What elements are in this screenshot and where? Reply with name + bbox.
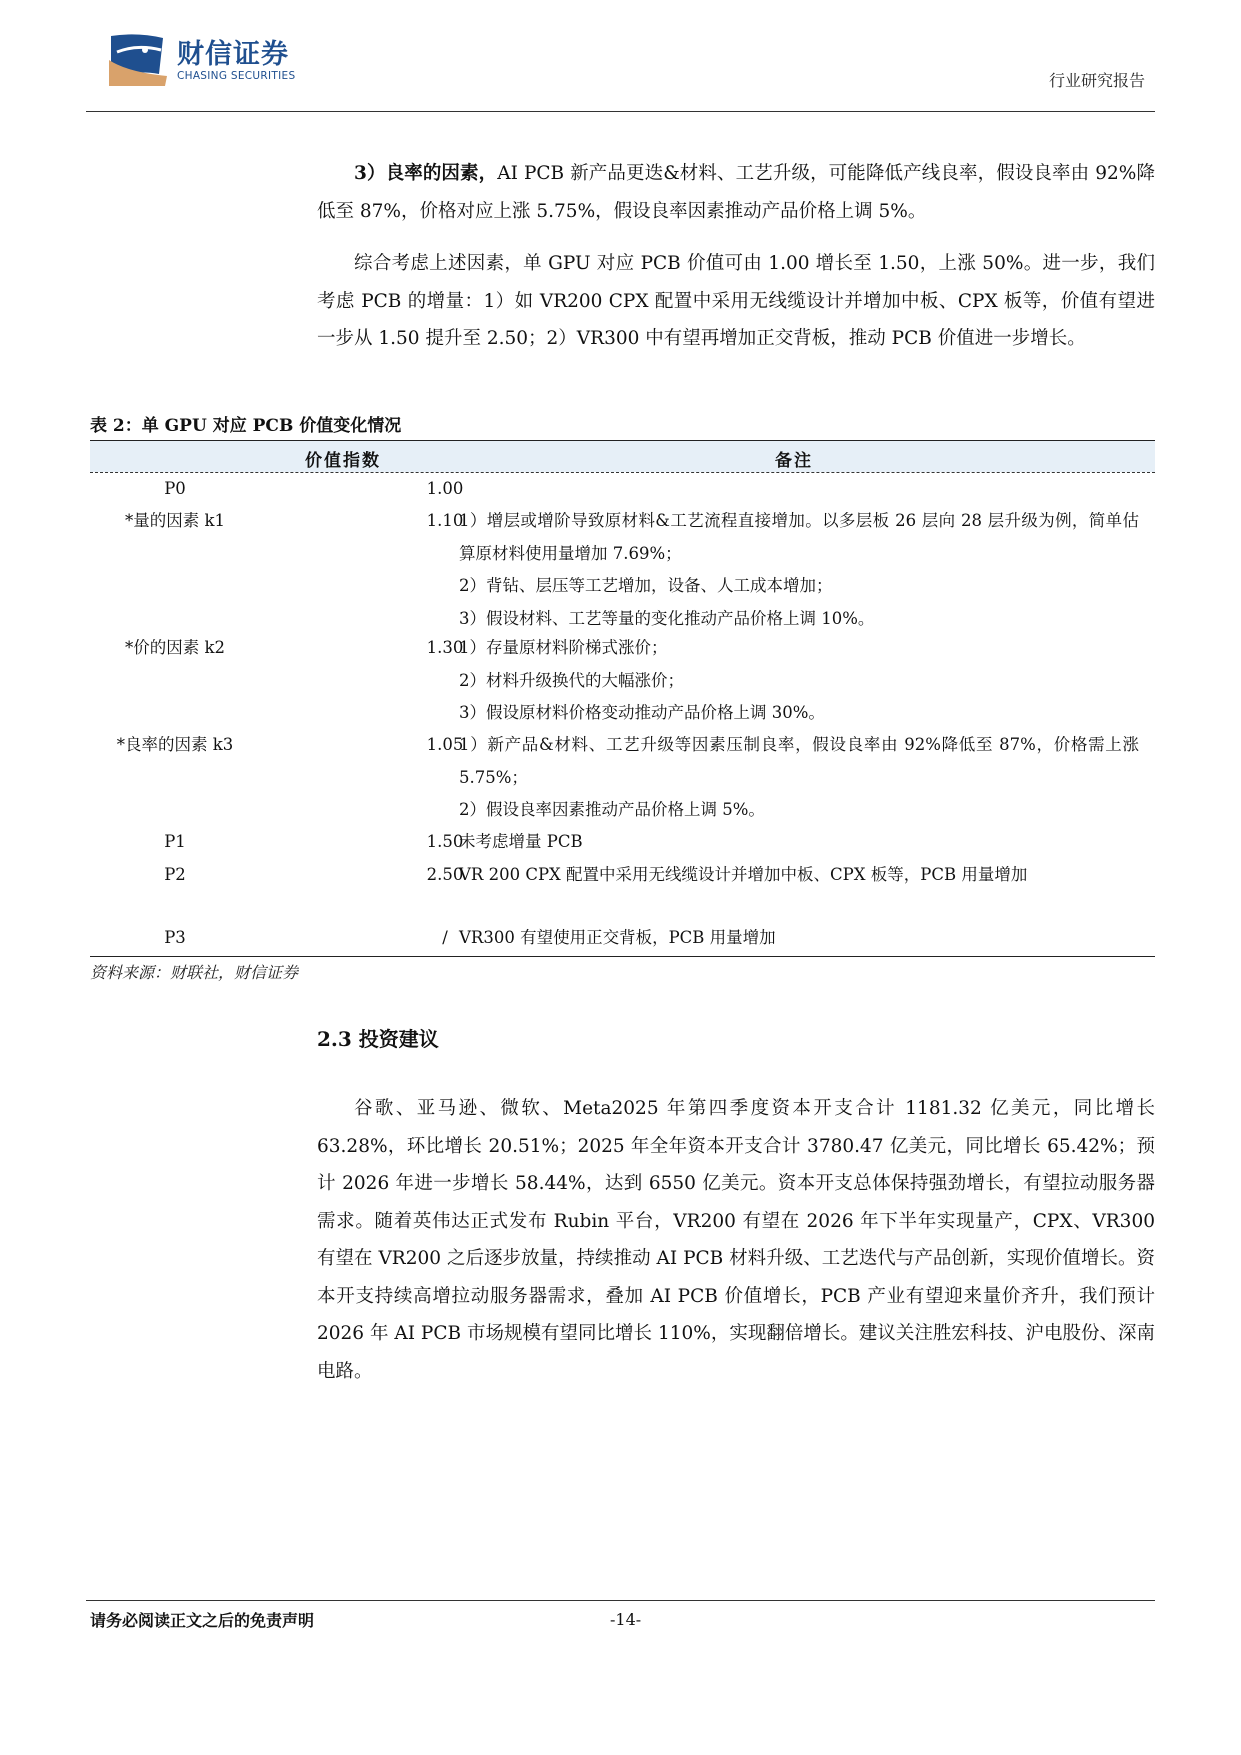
table-header <box>90 441 1155 472</box>
disclaimer-note: 请务必阅读正文之后的免责声明 <box>90 1611 315 1630</box>
header-notes: 备注 <box>775 451 813 471</box>
note-line: 3）假设原材料价格变动推动产品价格上调 30%。 <box>459 703 825 722</box>
row-label: *良率的因素 k3 <box>116 735 234 754</box>
paragraph-yield-factor <box>317 155 1155 230</box>
row-label: *量的因素 k1 <box>125 511 225 530</box>
note-line: 3）假设材料、工艺等量的变化推动产品价格上调 10%。 <box>459 608 875 628</box>
row-value: / <box>442 928 448 947</box>
row-value: 1.30 <box>426 638 464 657</box>
section-title: 2.3 投资建议 <box>317 1027 439 1051</box>
logo-chinese-name: 财信证券 <box>177 39 289 70</box>
row-label: P3 <box>164 928 186 947</box>
row-value: 1.50 <box>426 832 464 851</box>
row-notes <box>459 505 1139 635</box>
row-label: *价的因素 k2 <box>125 638 225 657</box>
row-notes <box>459 859 1139 892</box>
note-line: 1）存量原材料阶梯式涨价； <box>459 638 668 657</box>
header-value-index: 价值指数 <box>305 451 381 471</box>
row-value: 1.05 <box>426 735 464 754</box>
row-notes <box>459 632 1139 730</box>
table-bottom-rule <box>90 956 1155 957</box>
note-line: 1）新产品&材料、工艺升级等因素压制良率，假设良率由 92%降低至 87%，价格需上涨 5.75%； <box>459 735 1139 787</box>
row-notes <box>459 729 1139 827</box>
table-source: 资料来源：财联社，财信证券 <box>90 963 299 982</box>
paragraph-text: 综合考虑上述因素，单 GPU 对应 PCB 价值可由 1.00 增长至 1.50，上涨 50%。进一步，我们考虑 PCB 的增量：1）如 VR200 CPX 配置中采用无线缆设计并增加中板、CPX 板等，价值有望进一步从 1.50 提升至 2.50；2）VR300 中有望再增加正交背板，推动 PCB 价值进一步增长。 <box>317 253 1155 349</box>
company-logo <box>107 28 307 90</box>
paragraph-lead: 3）良率的因素， <box>354 163 498 184</box>
report-type-label: 行业研究报告 <box>1048 71 1145 90</box>
row-notes <box>459 922 1139 955</box>
table-caption: 表 2：单 GPU 对应 PCB 价值变化情况 <box>90 416 402 436</box>
row-value: 1.00 <box>426 479 464 498</box>
paragraph-summary <box>317 245 1155 358</box>
row-value: 2.50 <box>426 865 464 884</box>
row-notes <box>459 826 1139 859</box>
row-label: P1 <box>164 832 186 851</box>
paragraph-text: 谷歌、亚马逊、微软、Meta2025 年第四季度资本开支合计 1181.32 亿美元，同比增长 63.28%，环比增长 20.51%；2025 年全年资本开支合计 3780.47 亿美元，同比增长 65.42%；预计 2026 年进一步增长 58.44%，达到 6550 亿美元。资本开支总体保持强劲增长，有望拉动服务器需求。随着英伟达正式发布 Rubin 平台，VR200 有望在 2026 年下半年实现量产，CPX、VR300 有望在 VR200 之后逐步放量，持续推动 AI PCB 材料升级、工艺迭代与产品创新，实现价值增长。资本开支持续高增拉动服务器需求，叠加 AI PCB 价值增长，PCB 产业有望迎来量价齐升，我们预计 2026 年 AI PCB 市场规模有望同比增长 110%，实现翻倍增长。建议关注胜宏科技、沪电股份、深南电路。 <box>317 1098 1155 1382</box>
note-line: 1）增层或增阶导致原材料&工艺流程直接增加。以多层板 26 层向 28 层升级为例，简单估算原材料使用量增加 7.69%； <box>459 511 1139 563</box>
row-value: 1.10 <box>426 511 464 530</box>
footer-divider <box>86 1600 1155 1601</box>
logo-english-name: CHASING SECURITIES <box>177 70 296 82</box>
logo-mark-icon <box>107 30 169 86</box>
note-line: 未考虑增量 PCB <box>459 832 583 851</box>
row-label: P0 <box>164 479 186 498</box>
paragraph-investment-advice <box>317 1090 1155 1390</box>
row-label: P2 <box>164 865 186 884</box>
note-line: VR300 有望使用正交背板，PCB 用量增加 <box>459 928 776 947</box>
note-line: 2）材料升级换代的大幅涨价； <box>459 670 684 690</box>
note-line: VR 200 CPX 配置中采用无线缆设计并增加中板、CPX 板等，PCB 用量增加 <box>459 865 1028 884</box>
header-divider <box>86 111 1155 112</box>
note-line: 2）背钻、层压等工艺增加，设备、人工成本增加； <box>459 576 833 595</box>
paragraph-text: AI PCB 新产品更迭&材料、工艺升级，可能降低产线良率，假设良率由 92%降低至 87%，价格对应上涨 5.75%，假设良率因素推动产品价格上调 5%。 <box>317 163 1155 222</box>
page-number: -14- <box>610 1610 642 1629</box>
note-line: 2）假设良率因素推动产品价格上调 5%。 <box>459 800 765 819</box>
